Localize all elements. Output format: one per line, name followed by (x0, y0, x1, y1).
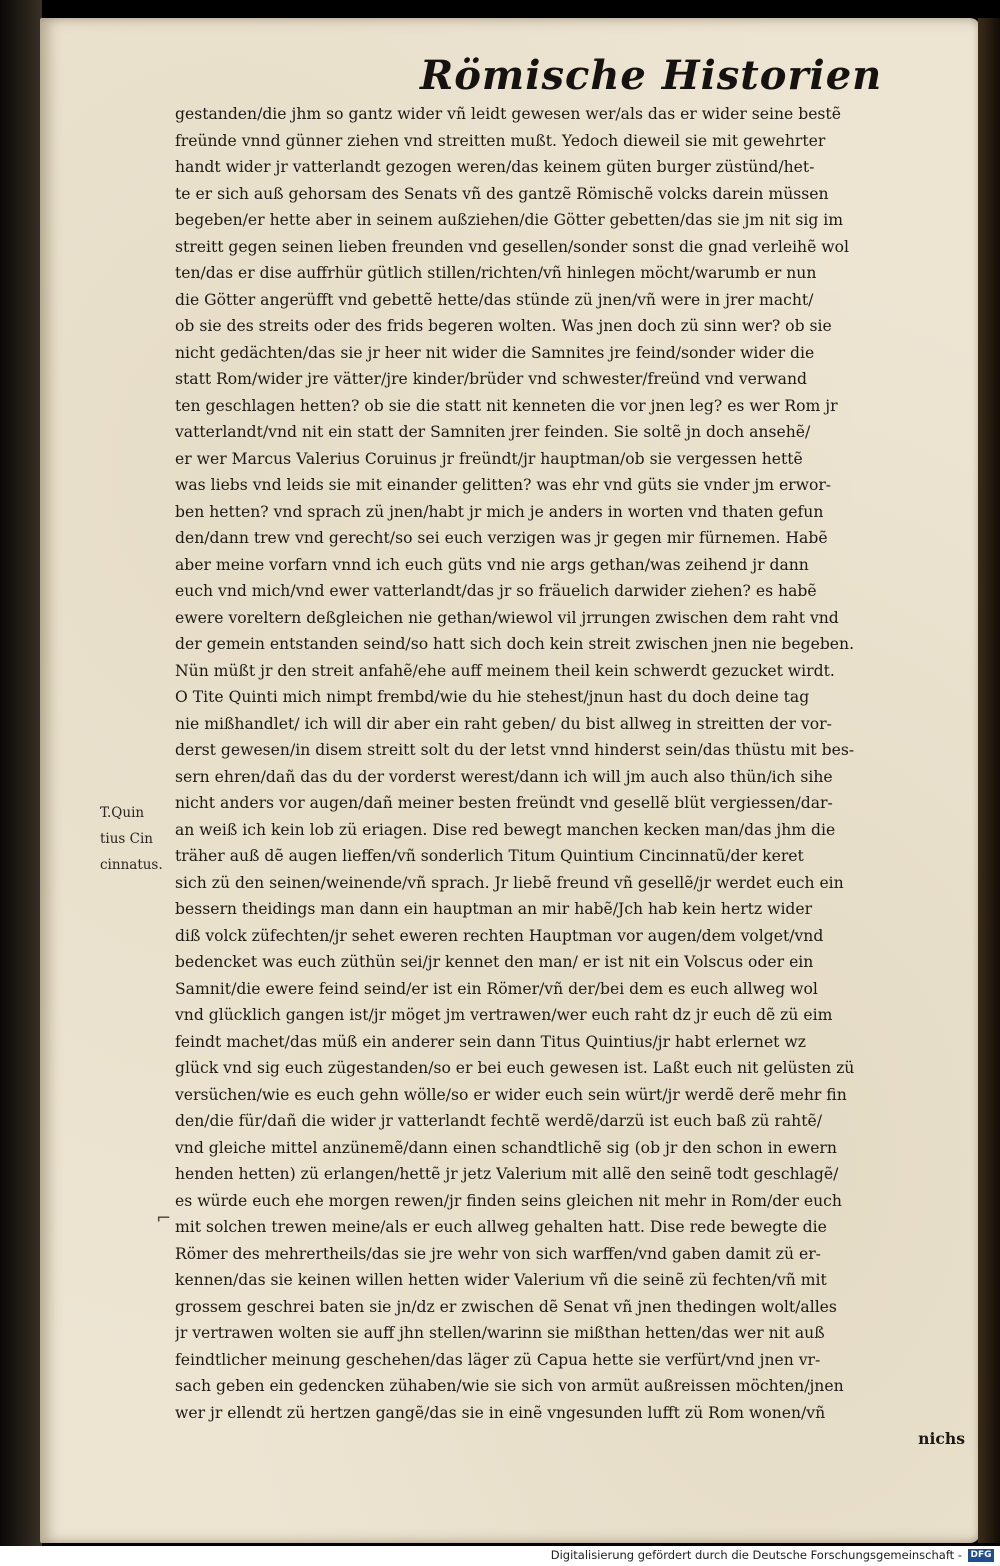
text-line: euch vnd mich/vnd ewer vatterlandt/das jr so fräuelich darwider ziehen? es habẽ (175, 582, 817, 600)
text-line: handt wider jr vatterlandt gezogen weren/das keinem güten burger züstünd/het- (175, 158, 815, 176)
text-line: Nün müßt jr den streit anfahẽ/ehe auff meinem theil kein schwerdt gezucket wirdt. (175, 661, 835, 680)
text-line: henden hetten) zü erlangen/hettẽ jr jetz Valerium mit allẽ den seinẽ todt geschlagẽ/ (175, 1165, 839, 1183)
text-line: bessern theidings man dann ein hauptman an mir habẽ/Jch hab kein hertz wider (175, 900, 813, 918)
text-line: kennen/das sie keinen willen hetten wider Valerium vñ die seinẽ zü fechten/vñ mit (175, 1271, 827, 1289)
text-line: nicht gedächten/das sie jr heer nit wider die Samnites jre feind/sonder wider die (175, 343, 815, 362)
text-line: glück vnd sig euch zügestanden/so er bei euch gewesen ist. Laßt euch nit gelüsten zü (175, 1059, 855, 1077)
text-line: an weiß ich kein lob zü eriagen. Dise red bewegt manchen kecken man/das jhm die (175, 820, 836, 839)
text-line: mit solchen trewen meine/als er euch allweg gehalten hatt. Dise rede bewegte die (175, 1218, 827, 1236)
margin-mark: ⌐ (156, 1208, 172, 1229)
text-line: ewere voreltern deßgleichen nie gethan/wiewol vil jrrungen zwischen dem raht vnd (175, 608, 839, 627)
text-line: träher auß dẽ augen lieffen/vñ sonderlich Titum Quintium Cincinnatũ/der keret (175, 847, 804, 865)
text-line: diß volck züfechten/jr sehet eweren rechten Hauptman vor augen/dem volget/vnd (175, 926, 824, 945)
text-line: feindtlicher meinung geschehen/das läger zü Capua hette sie verfürt/vnd jnen vr- (175, 1350, 821, 1369)
text-line: derst gewesen/in disem streitt solt du der letst vnnd hinderst sein/das thüstu mit bes- (175, 741, 855, 759)
text-line: vnd gleiche mittel anzünemẽ/dann einen schandtlichẽ sig (ob jr den schon in ewern (175, 1138, 837, 1157)
text-line: Samnit/die ewere feind seind/er ist ein Römer/vñ der/bei dem es euch allweg wol (175, 979, 818, 998)
text-line: versüchen/wie es euch gehn wölle/so er wider euch sein würt/jr werdẽ derẽ mehr fin (175, 1085, 847, 1104)
text-line: ten/das er dise auffrhür gütlich stillen/richten/vñ hinlegen möcht/warumb er nun (175, 264, 817, 282)
text-line: den/dann trew vnd gerecht/so sei euch verzigen was jr gegen mir fürnemen. Habẽ (175, 529, 828, 547)
marginal-note-line: cinnatus. (100, 857, 163, 873)
text-line: ten geschlagen hetten? ob sie die statt nit kenneten die vor jnen leg? es wer Rom jr (175, 396, 838, 415)
running-head: Römische Historien (420, 52, 883, 99)
text-line: der gemein entstanden seind/so hatt sich doch kein streit zwischen jnen nie begeben. (175, 635, 855, 653)
text-line: Römer des mehrertheils/das sie jre wehr von sich warffen/vnd gaben damit zü er- (175, 1244, 821, 1263)
marginal-note-line: tius Cin (100, 831, 153, 847)
text-line: ob sie des streits oder des frids begeren wolten. Was jnen doch zü sinn wer? ob sie (175, 317, 832, 335)
text-line: sern ehren/dañ das du der vorderst werest/dann ich will jm auch also thün/ich sihe (175, 767, 833, 786)
text-line: grossem geschrei baten sie jn/dz er zwischen dẽ Senat vñ jnen thedingen wolt/alles (175, 1297, 837, 1316)
binding-edge (0, 0, 42, 1566)
text-line: es würde euch ehe morgen rewen/jr finden seins gleichen nit mehr in Rom/der euch (175, 1191, 842, 1210)
footer-credit: Digitalisierung gefördert durch die Deutsche Forschungsgemeinschaft - (550, 1548, 962, 1562)
dfg-logo-icon: DFG (968, 1549, 994, 1562)
text-line: freünde vnnd günner ziehen vnd streitten mußt. Yedoch dieweil sie mit gewehrter (175, 131, 826, 150)
marginal-note-line: T.Quin (100, 805, 145, 821)
text-line: er wer Marcus Valerius Coruinus jr freündt/jr hauptman/ob sie vergessen hettẽ (175, 449, 803, 468)
text-line: O Tite Quinti mich nimpt frembd/wie du hie stehest/jnun hast du doch deine tag (175, 688, 810, 706)
text-line: bedencket was euch züthün sei/jr kennet den man/ er ist nit ein Volscus oder ein (175, 953, 814, 971)
text-line: was liebs vnd leids sie mit einander gelitten? was ehr vnd güts sie vnder jm erwor- (175, 476, 832, 494)
text-line: aber meine vorfarn vnnd ich euch güts vnd nie args gethan/was zeihend jr dann (175, 555, 809, 574)
text-line: nie mißhandlet/ ich will dir aber ein raht geben/ du bist allweg in streitten der vor- (175, 714, 832, 733)
text-line: begeben/er hette aber in seinem außziehen/die Götter gebetten/das sie jm nit sig im (175, 211, 844, 229)
page-right-edge (978, 18, 1000, 1543)
text-line: vnd glücklich gangen ist/jr möget jm vertrawen/wer euch raht dz jr euch dẽ zü eim (175, 1006, 833, 1024)
text-line: wer jr ellendt zü hertzen gangẽ/das sie in einẽ vngesunden lufft zü Rom wonen/vñ (175, 1403, 826, 1422)
marginal-note (100, 800, 180, 878)
text-line: sich zü den seinen/weinende/vñ sprach. Jr liebẽ freund vñ gesellẽ/jr werdet euch ein (175, 873, 844, 892)
text-line: te er sich auß gehorsam des Senats vñ des gantzẽ Römischẽ volcks darein müssen (175, 184, 829, 203)
text-line: sach geben ein gedencken zühaben/wie sie sich von armüt außreissen möchten/jnen (175, 1377, 844, 1395)
body-text (175, 101, 965, 1453)
text-line: vatterlandt/vnd nit ein statt der Samniten jrer feinden. Sie soltẽ jn doch ansehẽ/ (175, 423, 811, 441)
catchword: nichs (918, 1429, 965, 1448)
text-line: streitt gegen seinen lieben freunden vnd gesellen/sonder sonst die gnad verleihẽ wol (175, 237, 850, 256)
text-line: den/die für/dañ die wider jr vatterlandt fechtẽ werdẽ/darzü ist euch baß zü rahtẽ/ (175, 1112, 822, 1130)
digitization-footer (0, 1546, 1000, 1566)
text-line: feindt machet/das müß ein anderer sein dann Titus Quintius/jr habt erlernet wz (175, 1032, 806, 1051)
text-line: ben hetten? vnd sprach zü jnen/habt jr mich je anders in worten vnd thaten gefun (175, 502, 824, 521)
text-line: statt Rom/wider jre vätter/jre kinder/brüder vnd schwester/freünd vnd verwand (175, 370, 807, 388)
text-line: gestanden/die jhm so gantz wider vñ leidt gewesen wer/als das er wider seine bestẽ (175, 105, 841, 123)
text-line: nicht anders vor augen/dañ meiner besten freündt vnd gesellẽ blüt vergiessen/dar- (175, 794, 833, 812)
text-line: die Götter angerüfft vnd gebettẽ hette/das stünde zü jnen/vñ were in jrer macht/ (175, 290, 814, 309)
text-line: jr vertrawen wolten sie auff jhn stellen/warinn sie mißthan hetten/das wer nit auß (175, 1324, 825, 1342)
